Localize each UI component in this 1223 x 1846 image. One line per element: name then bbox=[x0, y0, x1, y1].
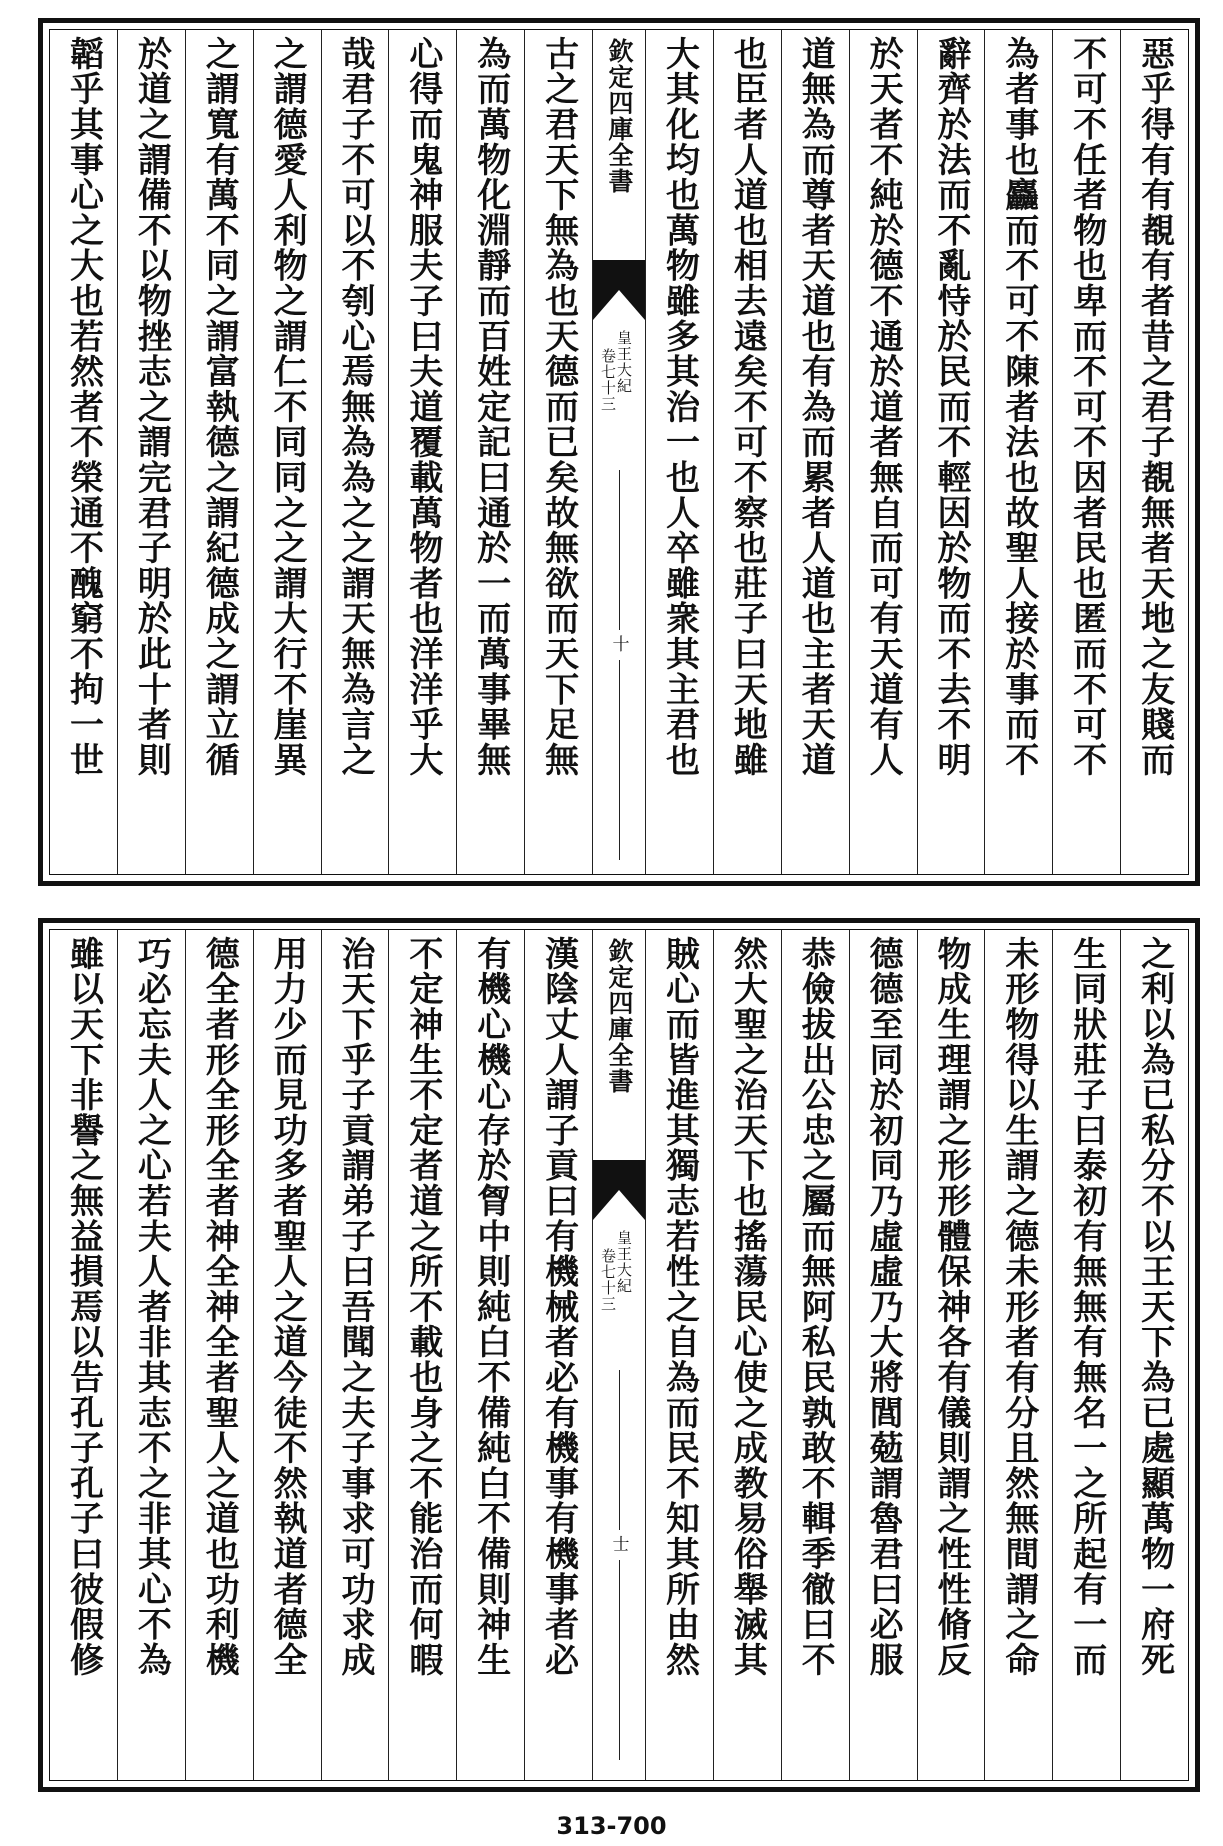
text-column bbox=[321, 30, 389, 874]
volume-label: 卷七十三 bbox=[599, 1248, 617, 1312]
text-column bbox=[524, 930, 592, 1780]
center-fold-column bbox=[592, 30, 645, 874]
column-text: 治天下乎子貢謂弟子曰吾聞之夫子事求可功求成 bbox=[334, 936, 375, 1678]
column-text: 之謂德愛人利物之謂仁不同同之之謂大行不崖異 bbox=[267, 36, 308, 778]
column-text: 心得而鬼神服夫子曰夫道覆載萬物者也洋洋乎大 bbox=[402, 36, 443, 778]
top-page-columns bbox=[50, 30, 1188, 874]
fishtail-mark-icon bbox=[593, 260, 645, 320]
book-title: 欽定四庫全書 bbox=[605, 38, 634, 194]
column-text: 為而萬物化淵靜而百姓定記曰通於一而萬事畢無 bbox=[470, 36, 511, 778]
text-column bbox=[388, 930, 456, 1780]
book-title: 欽定四庫全書 bbox=[605, 938, 634, 1094]
column-text: 辭齊於法而不亂恃於民而不輕因於物而不去不明 bbox=[930, 36, 971, 778]
text-column bbox=[253, 930, 321, 1780]
text-column bbox=[388, 30, 456, 874]
column-text: 於天者不純於德不通於道者無自而可有天道有人 bbox=[863, 36, 904, 778]
text-column bbox=[50, 30, 117, 874]
center-fold-column bbox=[592, 930, 645, 1780]
column-text: 不定神生不定者道之所不載也身之不能治而何暇 bbox=[402, 936, 443, 1678]
column-text: 賊心而皆進其獨志若性之自為而民不知其所由然 bbox=[659, 936, 700, 1678]
text-column bbox=[185, 30, 253, 874]
column-text: 巧必忘夫人之心若夫人者非其志不之非其心不為 bbox=[131, 936, 172, 1678]
column-text: 有機心機心存於胷中則純白不備純白不備則神生 bbox=[470, 936, 511, 1678]
fold-line bbox=[619, 1560, 620, 1760]
text-column bbox=[645, 30, 713, 874]
column-text: 德全者形全形全者神全神全者聖人之道也功利機 bbox=[199, 936, 240, 1678]
column-text: 漢陰丈人謂子貢曰有機械者必有機事有機事者必 bbox=[538, 936, 579, 1678]
text-column bbox=[185, 930, 253, 1780]
text-column bbox=[645, 930, 713, 1780]
section-title: 皇王大紀 bbox=[615, 330, 633, 394]
text-column bbox=[524, 30, 592, 874]
column-text: 之謂寬有萬不同之謂富執德之謂紀德成之謂立循 bbox=[199, 36, 240, 778]
column-text: 古之君天下無為也天德而已矣故無欲而天下足無 bbox=[538, 36, 579, 778]
column-text: 於道之謂備不以物挫志之謂完君子明於此十者則 bbox=[131, 36, 172, 778]
top-page-frame bbox=[38, 18, 1200, 886]
text-column bbox=[1120, 930, 1188, 1780]
column-text: 惡乎得有有覩有者昔之君子覩無者天地之友賤而 bbox=[1134, 36, 1175, 778]
text-column bbox=[1120, 30, 1188, 874]
fold-line bbox=[619, 660, 620, 860]
column-text: 大其化均也萬物雖多其治一也人卒雖衆其主君也 bbox=[659, 36, 700, 778]
text-column bbox=[849, 930, 917, 1780]
text-column bbox=[713, 30, 781, 874]
text-column bbox=[321, 930, 389, 1780]
top-page-inner-border bbox=[49, 29, 1189, 875]
text-column bbox=[781, 930, 849, 1780]
column-text: 之利以為已私分不以王天下為已處顯萬物一府死 bbox=[1134, 936, 1175, 1678]
leaf-number: 士 bbox=[608, 1535, 629, 1552]
text-column bbox=[1052, 930, 1120, 1780]
column-text: 生同狀莊子曰泰初有無無有無名一之所起有一而 bbox=[1066, 936, 1107, 1678]
page-code: 313-700 bbox=[556, 1812, 667, 1840]
text-column bbox=[713, 930, 781, 1780]
volume-label: 卷七十三 bbox=[599, 348, 617, 412]
bottom-page-inner-border bbox=[49, 929, 1189, 1781]
text-column bbox=[917, 930, 985, 1780]
text-column bbox=[50, 930, 117, 1780]
fold-line bbox=[619, 470, 620, 630]
column-text: 道無為而尊者天道也有為而累者人道也主者天道 bbox=[795, 36, 836, 778]
text-column bbox=[117, 30, 185, 874]
column-text: 哉君子不可以不刳心焉無為為之之謂天無為言之 bbox=[334, 36, 375, 778]
text-column bbox=[984, 30, 1052, 874]
section-title: 皇王大紀 bbox=[615, 1230, 633, 1294]
text-column bbox=[984, 930, 1052, 1780]
column-text: 恭儉拔出公忠之屬而無阿私民孰敢不輯季徹曰不 bbox=[795, 936, 836, 1678]
text-column bbox=[456, 30, 524, 874]
text-column bbox=[253, 30, 321, 874]
column-text: 德德至同於初同乃虛虛乃大將閭葂謂魯君曰必服 bbox=[863, 936, 904, 1678]
column-text: 物成生理謂之形形體保神各有儀則謂之性性脩反 bbox=[930, 936, 971, 1678]
column-text: 為者事也麤而不可不陳者法也故聖人接於事而不 bbox=[998, 36, 1039, 778]
leaf-number: 十 bbox=[608, 635, 629, 652]
text-column bbox=[781, 30, 849, 874]
column-text: 用力少而見功多者聖人之道今徒不然執道者德全 bbox=[267, 936, 308, 1678]
column-text: 也臣者人道也相去遠矣不可不察也莊子曰天地雖 bbox=[727, 36, 768, 778]
column-text: 然大聖之治天下也搖蕩民心使之成教易俗舉滅其 bbox=[727, 936, 768, 1678]
text-column bbox=[117, 930, 185, 1780]
column-text: 未形物得以生謂之德未形者有分且然無間謂之命 bbox=[998, 936, 1039, 1678]
text-column bbox=[1052, 30, 1120, 874]
bottom-page-columns bbox=[50, 930, 1188, 1780]
column-text: 不可不任者物也卑而不可不因者民也匿而不可不 bbox=[1066, 36, 1107, 778]
fishtail-mark-icon bbox=[593, 1160, 645, 1220]
text-column bbox=[917, 30, 985, 874]
column-text: 雖以天下非譽之無益損焉以告孔子孔子曰彼假修 bbox=[63, 936, 104, 1678]
text-column bbox=[456, 930, 524, 1780]
text-column bbox=[849, 30, 917, 874]
column-text: 韜乎其事心之大也若然者不榮通不醜窮不拘一世 bbox=[63, 36, 104, 778]
fold-line bbox=[619, 1370, 620, 1530]
bottom-page-frame bbox=[38, 918, 1200, 1792]
